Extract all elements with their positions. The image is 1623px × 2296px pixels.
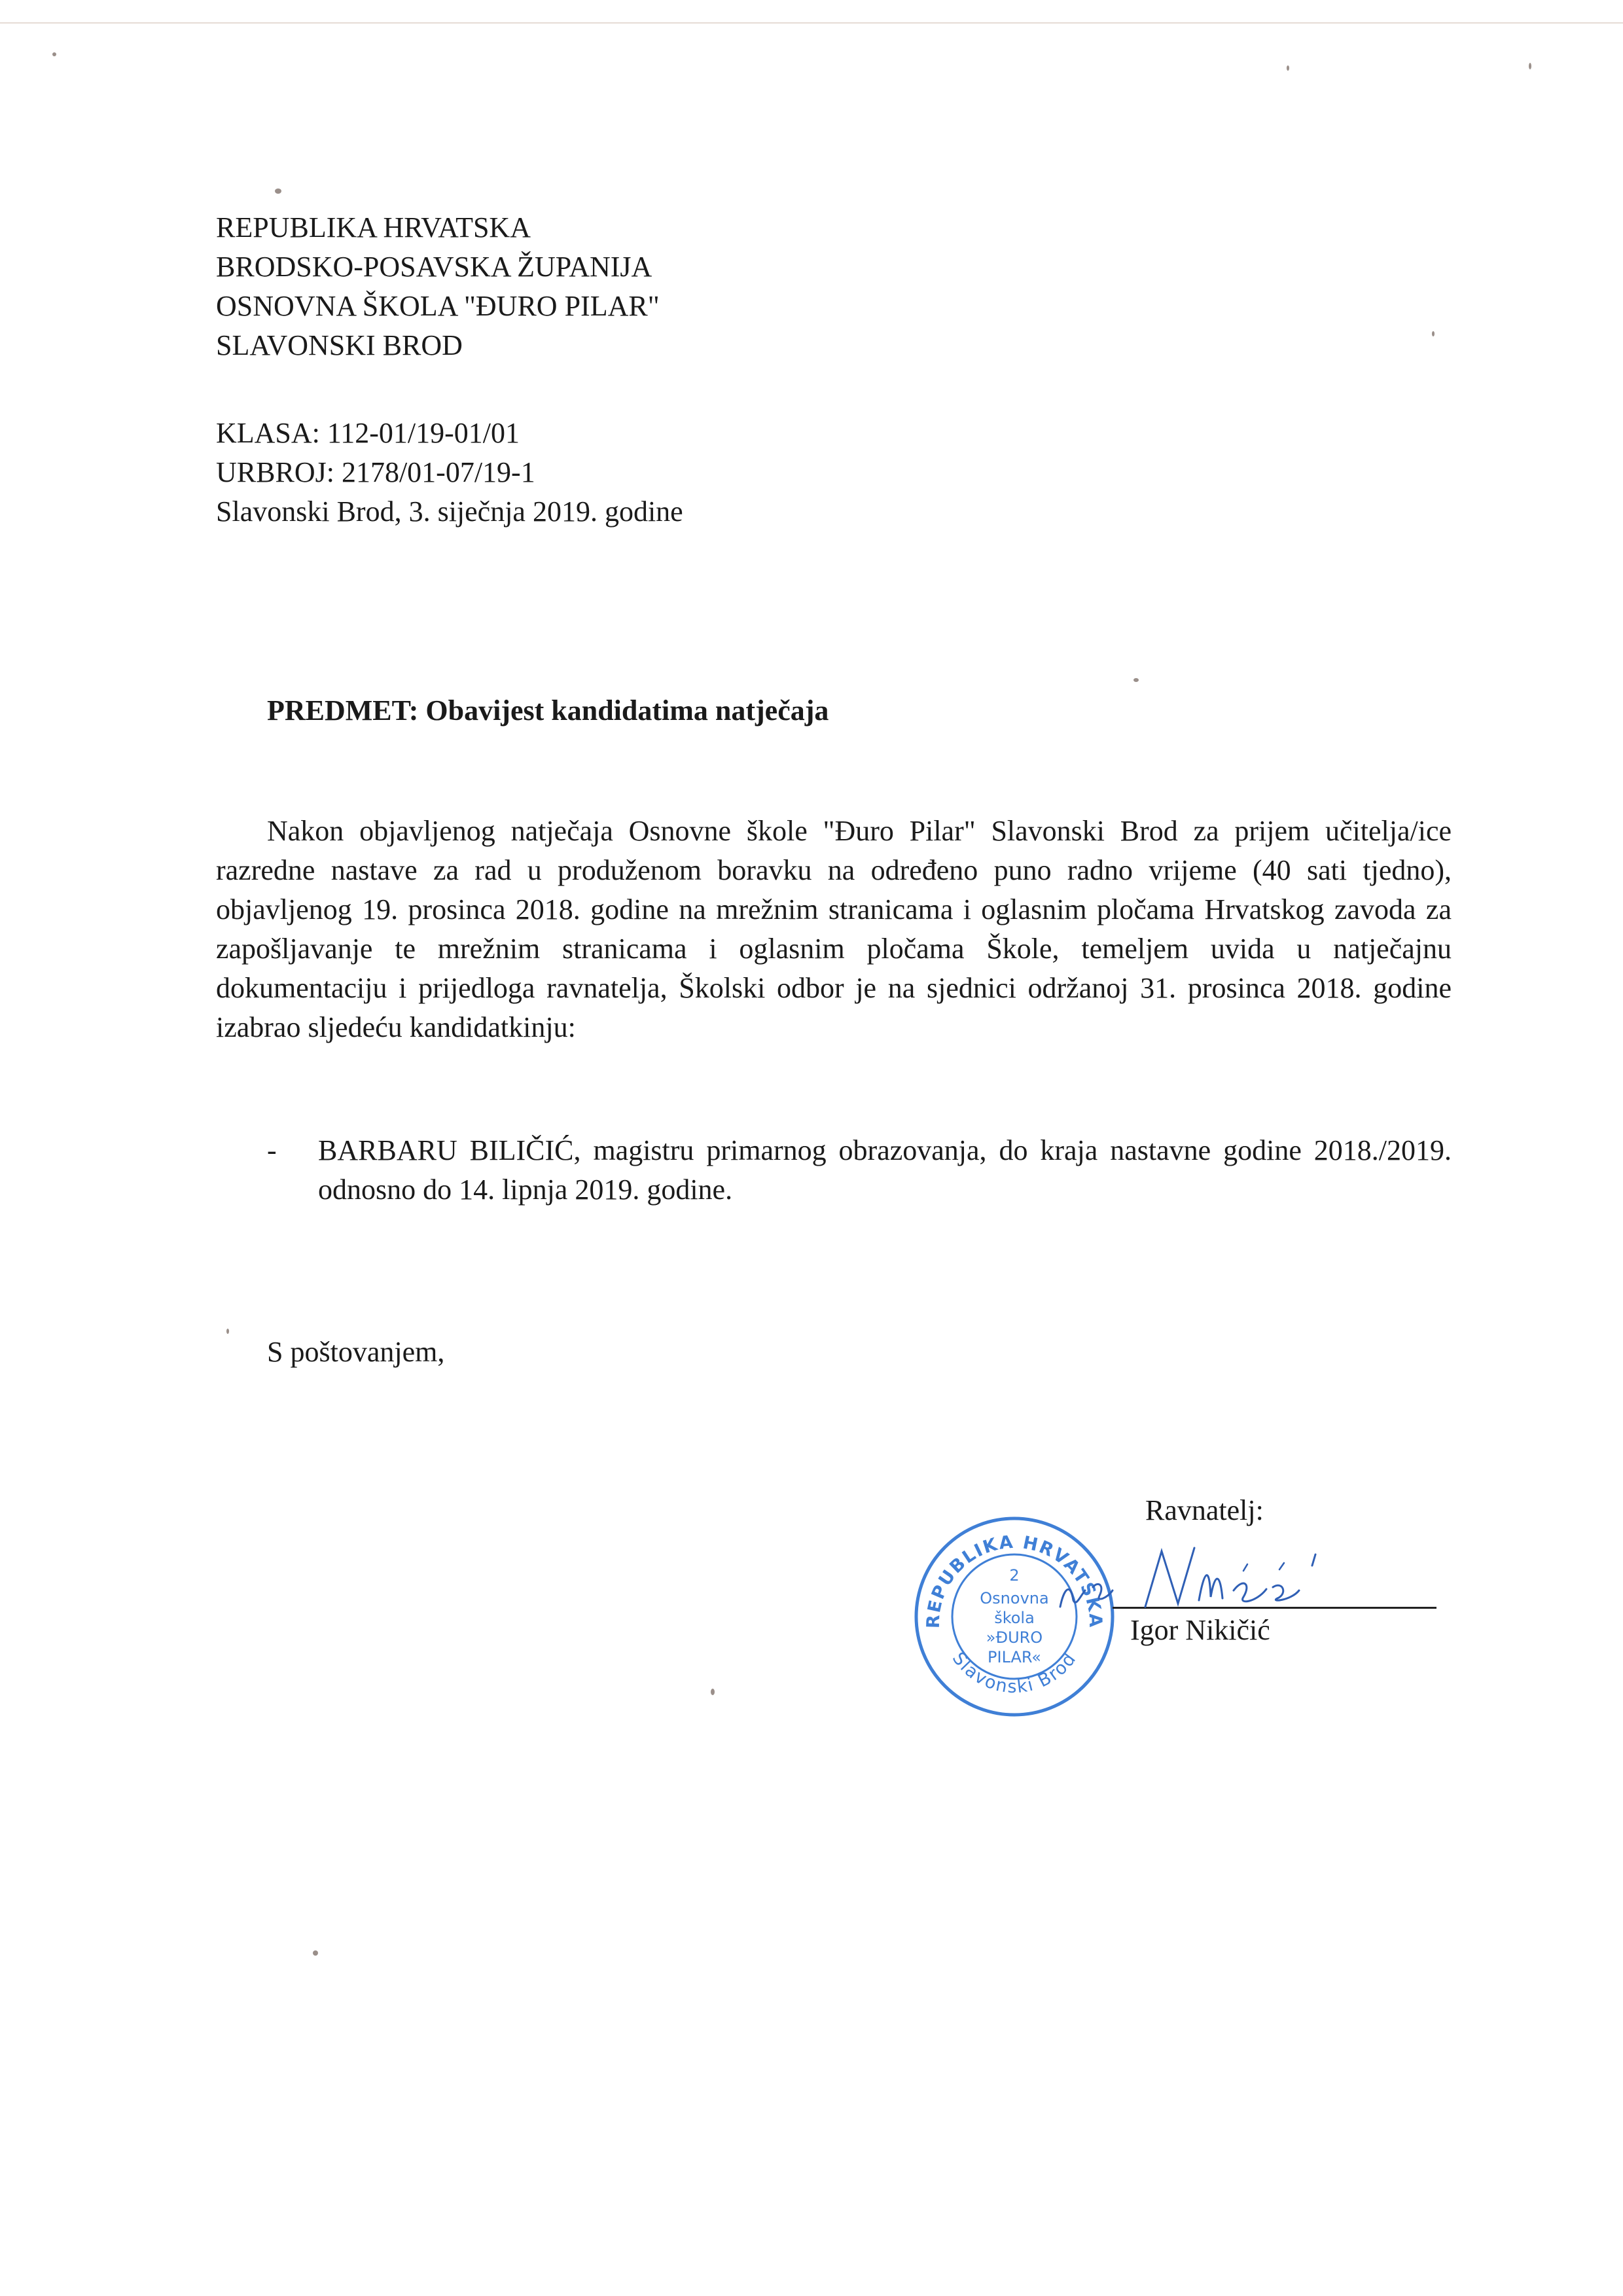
subject-line: PREDMET: Obavijest kandidatima natječaja <box>267 694 829 726</box>
letterhead <box>216 208 660 365</box>
signatory-name: Igor Nikičić <box>1130 1614 1270 1646</box>
svg-text:Osnovna: Osnovna <box>980 1589 1049 1607</box>
scan-speck <box>226 1329 229 1334</box>
svg-text:2: 2 <box>1009 1566 1020 1585</box>
scan-speck <box>1529 63 1531 69</box>
bullet-text: BARBARU BILIČIĆ, magistru primarnog obrazovanja, do kraja nastavne godine 2018./2019. odnosno do 14. lipnja 2019. godine. <box>318 1134 1452 1206</box>
scan-speck <box>52 52 56 56</box>
body-paragraph: Nakon objavljenog natječaja Osnovne škole "Đuro Pilar" Slavonski Brod za prijem učitelja/ice razredne nastave za rad u produženom boravku na određeno puno radno vrijeme (40 sati tjedno), objavljenog 19. prosinca 2018. godine na mrežnim stranicama i oglasnim pločama Hrvatskog zavoda za zapošljavanje te mrežnim stranicama i oglasnim pločama Škole, temeljem uvida u natječajnu dokumentaciju i prijedloga ravnatelja, Školski odbor je na sjednici održanoj 31. prosinca 2018. godine izabrao sljedeću kandidatkinju: <box>216 815 1452 1043</box>
header-country: REPUBLIKA HRVATSKA <box>216 211 531 243</box>
klasa: KLASA: 112-01/19-01/01 <box>216 417 520 449</box>
svg-text:Slavonski Brod: Slavonski Brod <box>948 1648 1081 1698</box>
header-county: BRODSKO-POSAVSKA ŽUPANIJA <box>216 251 652 283</box>
scan-edge-line <box>0 22 1623 24</box>
scan-speck <box>1133 678 1139 682</box>
scan-speck <box>711 1689 715 1695</box>
signatory-role: Ravnatelj: <box>1145 1494 1264 1526</box>
svg-text:PILAR«: PILAR« <box>988 1648 1041 1666</box>
bullet-marker: - <box>267 1134 277 1166</box>
urbroj: URBROJ: 2178/01-07/19-1 <box>216 456 535 488</box>
place-date: Slavonski Brod, 3. siječnja 2019. godine <box>216 495 683 528</box>
scan-speck <box>1287 65 1289 71</box>
scan-speck <box>313 1950 318 1956</box>
closing-salutation: S poštovanjem, <box>267 1336 445 1368</box>
scan-speck <box>1432 331 1435 336</box>
svg-text:»ĐURO: »ĐURO <box>986 1628 1043 1647</box>
reference-block <box>216 414 683 531</box>
svg-text:škola: škola <box>994 1609 1035 1627</box>
scan-speck <box>275 188 281 194</box>
header-city: SLAVONSKI BROD <box>216 329 463 361</box>
header-school: OSNOVNA ŠKOLA "ĐURO PILAR" <box>216 290 660 322</box>
svg-text:REPUBLIKA HRVATSKA: REPUBLIKA HRVATSKA <box>923 1532 1106 1629</box>
